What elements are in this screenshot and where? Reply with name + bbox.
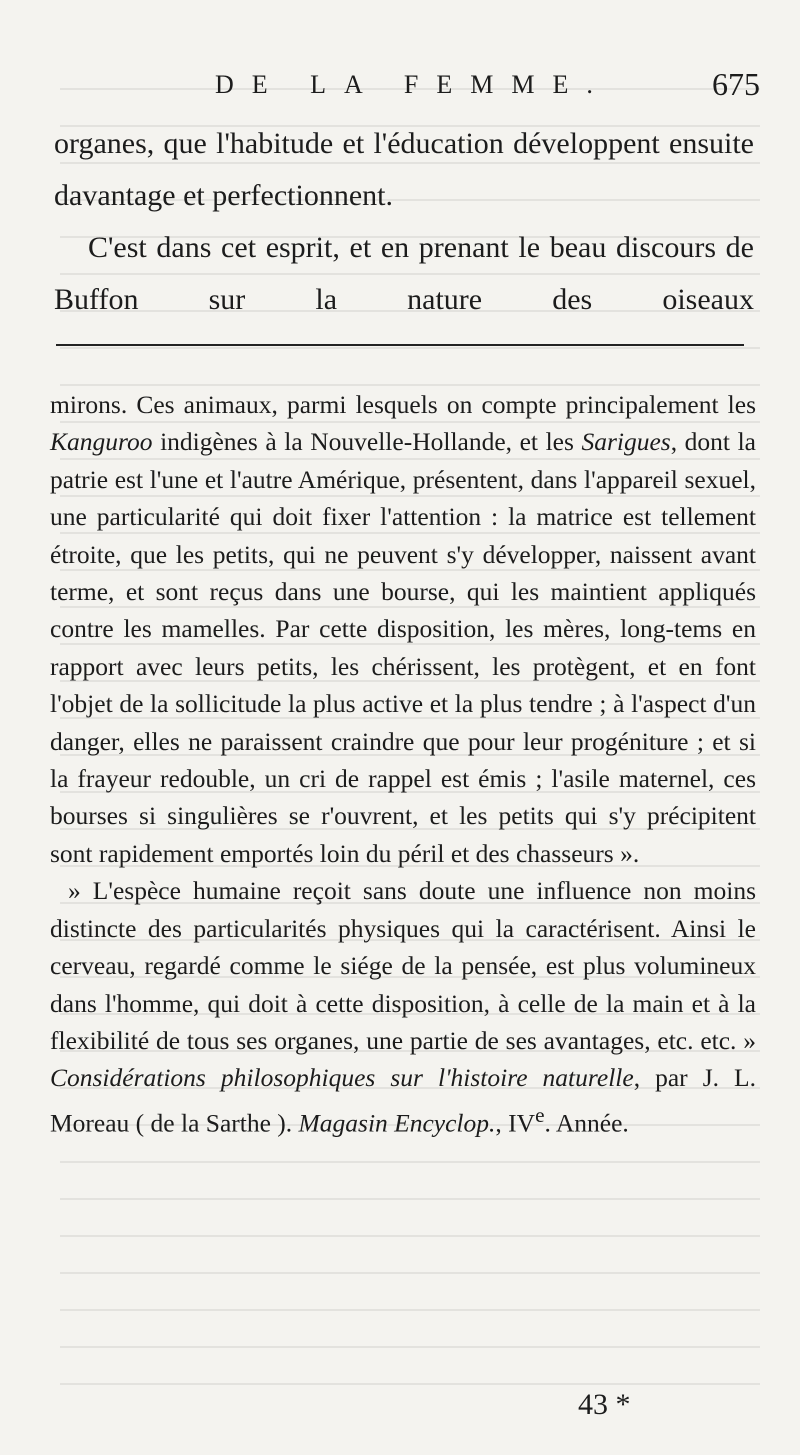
main-text: [54, 118, 754, 326]
footnote-text: , IV: [495, 1108, 536, 1138]
footnote-superscript: e: [535, 1102, 545, 1127]
footnote-italic-term: Kanguroo: [50, 427, 153, 457]
footnote-text: » L'espèce humaine reçoit sans doute une influence non moins distincte des particularités physiques qui la caractérisent. Ainsi le cerveau, regardé comme le siége de la pensée, est plus volumineux dans l'homme, qui doit à cette disposition, à celle de la main et à la flexibilité de tous ses organes, une partie de ses avantages, etc. etc. »: [50, 876, 756, 1055]
footnote-text: , dont la patrie est l'une et l'autre Amérique, présentent, dans l'appareil sexuel, une particularité qui doit fixer l'attention : la matrice est tellement étroite, que les petits, qui ne peuvent s'y développer, naissent avant terme, et sont reçus dans une bourse, qui les maintient appliqués contre les mamelles. Par cette disposition, les mères, long-tems en rapport avec leurs petits, les chérissent, les protègent, et en font l'objet de la sollicitude la plus active et la plus tendre ; à l'aspect d'un danger, elles ne paraissent craindre que pour leur progéniture ; et si la frayeur redouble, un cri de rappel est émis ; l'asile maternel, ces bourses si singulières se r'ouvrent, et les petits qui s'y précipitent sont rapidement emportés loin du péril et des chasseurs ».: [50, 427, 756, 868]
footnote-source-title: Considérations philosophiques sur l'histoire naturelle: [50, 1063, 634, 1093]
footnote-separator-rule: [56, 344, 744, 346]
footnote: [50, 386, 756, 1142]
footnote-journal-title: Magasin Encyclop.: [298, 1108, 496, 1138]
main-paragraph: C'est dans cet esprit, et en prenant le beau discours de Buffon sur la nature des oiseaux: [54, 231, 754, 316]
signature-mark: 43 *: [578, 1388, 631, 1421]
footnote-paragraph: [50, 386, 756, 872]
page-number: 675: [712, 66, 760, 102]
page-header: [160, 66, 760, 106]
footnote-paragraph: [50, 872, 756, 1141]
footnote-text: . Année.: [544, 1108, 629, 1138]
footnote-text: indigènes à la Nouvelle-Hollande, et les: [152, 427, 582, 457]
footnote-text: mirons. Ces animaux, parmi lesquels on compte principalement les: [50, 390, 756, 419]
footnote-italic-term: Sarigues: [581, 427, 671, 457]
footnote-text: , par J. L. Moreau ( de la Sarthe ).: [50, 1063, 757, 1138]
running-title: DE LA FEMME.: [215, 70, 611, 99]
main-paragraph: organes, que l'habitude et l'éducation développent ensuite davantage et perfectionnent.: [54, 127, 754, 212]
